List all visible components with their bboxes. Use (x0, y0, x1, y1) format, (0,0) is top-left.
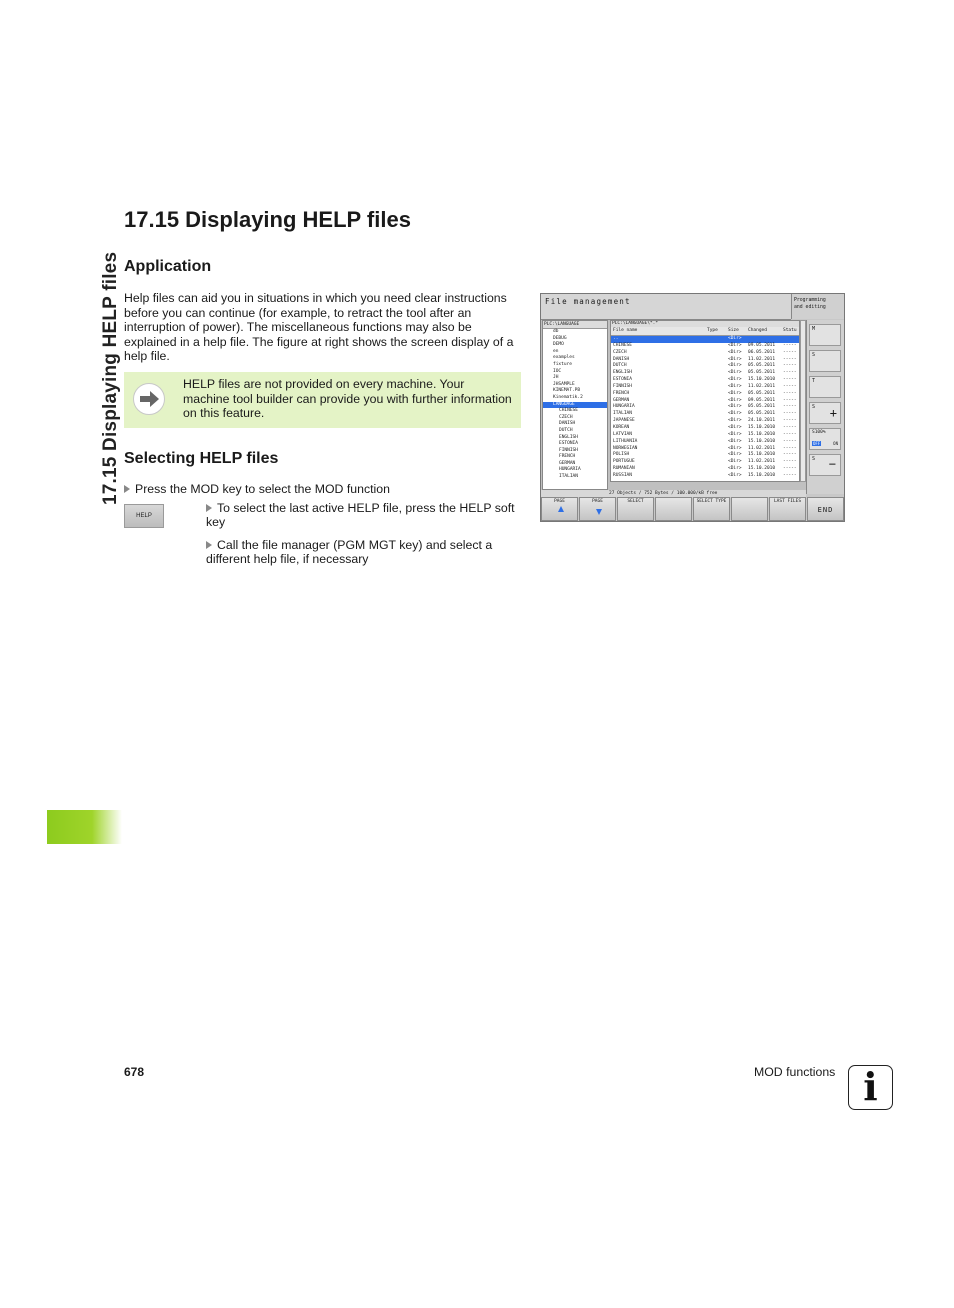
file-size: <Dir> (728, 383, 742, 389)
col-name[interactable]: File name (613, 328, 638, 333)
file-date: 15.10.2010 (748, 466, 776, 472)
tree-item[interactable] (543, 395, 607, 402)
col-type[interactable]: Type (707, 328, 718, 333)
file-status: ----- (783, 397, 797, 403)
file-size: <Dir> (728, 411, 742, 417)
file-row[interactable] (611, 418, 799, 425)
file-status: ----- (783, 363, 797, 369)
note-text: HELP files are not provided on every machine. Your machine tool builder can provide you with further information on this feature. (183, 377, 512, 420)
file-row[interactable] (611, 466, 799, 473)
tree-item[interactable] (543, 355, 607, 362)
file-status: ----- (783, 349, 797, 355)
tree-item-label: LANGUAGE (553, 401, 575, 407)
file-management-screen (540, 293, 845, 522)
file-date: 15.10.2010 (748, 438, 776, 444)
col-changed[interactable]: Changed (748, 328, 767, 333)
files-path: PLC:\LANGUAGE\*.* (611, 321, 799, 327)
plus-icon: + (829, 406, 837, 420)
file-name: PORTUGUE (613, 459, 635, 465)
file-size: <Dir> (728, 377, 742, 383)
file-status: ----- (783, 459, 797, 465)
info-icon: i (848, 1065, 893, 1110)
file-name: RUSSIAN (613, 472, 632, 478)
selecting-heading: Selecting HELP files (124, 450, 279, 467)
off-label: OFF (813, 441, 821, 446)
file-date: 11.02.2011 (748, 383, 776, 389)
file-size: <Dir> (728, 438, 742, 444)
file-size: <Dir> (728, 445, 742, 451)
tree-item[interactable] (543, 454, 607, 461)
page-number: 678 (124, 1065, 145, 1079)
file-date: 15.10.2010 (748, 452, 776, 458)
tree-item-label: HUNGARIA (559, 467, 581, 473)
step-1 (124, 482, 390, 496)
softkey-label: SELECT TYPE (696, 499, 727, 504)
file-row[interactable] (611, 343, 799, 350)
file-size: <Dir> (728, 336, 742, 341)
softkey-3[interactable] (655, 497, 692, 521)
tree-item-label: examples (553, 355, 575, 361)
screen-title: File management (545, 297, 631, 306)
tree-item-label: DUTCH (559, 427, 573, 433)
file-size: <Dir> (728, 424, 742, 430)
step-2 (206, 501, 521, 529)
tree-item[interactable] (543, 362, 607, 369)
tree-item[interactable] (543, 375, 607, 382)
file-list (610, 320, 800, 482)
tree-item-label: DEBUG (553, 335, 567, 341)
file-name: KOREAN (613, 424, 630, 430)
tree-item-label: IOC (553, 368, 562, 374)
file-size: <Dir> (728, 342, 742, 348)
tree-items (543, 329, 607, 481)
file-row[interactable] (611, 384, 799, 391)
t-label: T (812, 378, 816, 384)
file-size: <Dir> (728, 397, 742, 403)
screen-mode (791, 294, 844, 319)
file-status: ----- (783, 411, 797, 417)
tree-item-label: db (553, 329, 559, 334)
file-status: ----- (783, 472, 797, 478)
file-status: ----- (783, 424, 797, 430)
file-date: 11.02.2011 (748, 445, 776, 451)
file-name: FRENCH (613, 390, 630, 396)
file-name: ENGLISH (613, 370, 632, 376)
file-date: 09.05.2011 (748, 342, 776, 348)
file-name: .. (613, 336, 619, 341)
application-heading: Application (124, 258, 212, 275)
step-1-text: Press the MOD key to select the MOD function (135, 482, 390, 496)
step-3 (206, 538, 521, 566)
application-paragraph: Help files can aid you in situations in which you need clear instructions before you can continue (for example, to retract the tool after an interruption of power). The miscellaneous functions may also be explained in a help file. The figure at right shows the screen display of a help file. (124, 291, 514, 363)
tree-item[interactable] (543, 448, 607, 455)
file-name: JAPANESE (613, 418, 635, 424)
side-running-title (72, 220, 121, 510)
screen-header (541, 294, 791, 320)
tree-item-label: ESTONIA (559, 441, 578, 447)
tool-button[interactable] (809, 376, 841, 398)
softkey-0[interactable] (541, 497, 578, 521)
tree-item[interactable] (543, 329, 607, 336)
file-name: GERMAN (613, 397, 630, 403)
tree-item[interactable] (543, 342, 607, 349)
s-label: S (812, 352, 816, 358)
softkey-label: LAST FILES (773, 499, 802, 504)
file-date: 05.05.2011 (748, 411, 776, 417)
file-date: 15.10.2010 (748, 431, 776, 437)
page-title: 17.15 Displaying HELP files (124, 207, 411, 232)
file-name: LATVIAN (613, 431, 632, 437)
file-size: <Dir> (728, 349, 742, 355)
file-size: <Dir> (728, 390, 742, 396)
tree-item-label: DANISH (559, 421, 576, 427)
file-date: 05.05.2011 (748, 370, 776, 376)
file-size: <Dir> (728, 404, 742, 410)
softkey-label: PAGE (554, 499, 565, 504)
override-toggle[interactable] (809, 428, 841, 450)
softkey-label: PAGE (592, 499, 603, 504)
help-softkey-label: HELP (136, 513, 152, 519)
file-status: ----- (783, 383, 797, 389)
file-status: ----- (783, 342, 797, 348)
file-name: CHINESE (613, 342, 632, 348)
file-status: ----- (783, 370, 797, 376)
file-date: 09.05.2011 (748, 397, 776, 403)
file-date: 24.10.2011 (748, 418, 776, 424)
tree-item-label: en (553, 348, 559, 354)
s2-label: S (812, 404, 816, 410)
softkey-4[interactable] (693, 497, 730, 521)
softkey-1[interactable] (579, 497, 616, 521)
file-date: 05.05.2011 (748, 390, 776, 396)
file-size: <Dir> (728, 370, 742, 376)
file-name: DANISH (613, 356, 630, 362)
file-name: FINNISH (613, 383, 632, 389)
file-size: <Dir> (728, 466, 742, 472)
file-date: 11.02.2011 (748, 356, 776, 362)
file-name: ITALIAN (613, 411, 632, 417)
directory-tree (542, 320, 608, 490)
file-name: LITHUANIA (613, 438, 638, 444)
file-row[interactable] (611, 336, 799, 343)
bullet-triangle-icon (206, 541, 212, 549)
minus-icon: − (828, 457, 836, 471)
file-size: <Dir> (728, 452, 742, 458)
file-row[interactable] (611, 425, 799, 432)
override-label: S100% (812, 430, 826, 435)
softkey-bar (541, 497, 844, 521)
file-rows (611, 336, 799, 480)
file-status: ----- (783, 452, 797, 458)
tree-item[interactable] (543, 415, 607, 422)
file-size: <Dir> (728, 418, 742, 424)
tree-item-label: ENGLISH (559, 434, 578, 440)
feed-plus-button[interactable] (809, 402, 841, 424)
softkey-5[interactable] (731, 497, 768, 521)
file-date: 05.05.2011 (748, 363, 776, 369)
tree-item-label: ITALIAN (559, 474, 578, 480)
arrow-down-icon (596, 509, 602, 515)
tree-item[interactable] (543, 474, 607, 481)
tree-item-label: FRENCH (559, 454, 576, 460)
file-status: ----- (783, 390, 797, 396)
file-date: 15.10.2010 (748, 424, 776, 430)
file-row[interactable] (611, 350, 799, 357)
m-function-button[interactable] (809, 324, 841, 346)
tree-item-label: FINNISH (559, 447, 578, 453)
file-status: ----- (783, 404, 797, 410)
tree-item[interactable] (543, 408, 607, 415)
mode-line-1: Programming (794, 298, 826, 303)
mode-line-2: and editing (794, 305, 826, 310)
file-size: <Dir> (728, 459, 742, 465)
tree-item-label: GERMAN (559, 460, 576, 466)
side-title-text: 17.15 Displaying HELP files (100, 251, 121, 505)
file-row[interactable] (611, 439, 799, 446)
tree-item[interactable] (543, 428, 607, 435)
file-name: HUNGARIA (613, 404, 635, 410)
file-name: ESTONIA (613, 377, 632, 383)
file-name: POLISH (613, 452, 630, 458)
file-status: ----- (783, 356, 797, 362)
tree-item[interactable] (543, 388, 607, 395)
screen-status: 27 Objects / 752 Bytes / 100.000/kB free (541, 490, 806, 497)
feed-minus-button[interactable] (809, 454, 841, 476)
file-date: 06.05.2011 (748, 349, 776, 355)
softkey-label: END (817, 506, 834, 514)
file-name: DUTCH (613, 363, 627, 369)
chapter-tab (47, 810, 122, 844)
tree-item[interactable] (543, 421, 607, 428)
screen-main (541, 320, 806, 494)
step-2-text: To select the last active HELP file, press the HELP soft key (206, 501, 515, 529)
file-status: ----- (783, 438, 797, 444)
softkey-7[interactable] (807, 497, 844, 521)
file-date: 15.10.2010 (748, 472, 776, 478)
file-date: 05.05.2011 (748, 404, 776, 410)
machine-status-panel (806, 320, 844, 494)
tree-item-label: DEMO (553, 342, 564, 348)
tree-item-label: JH (553, 375, 559, 381)
file-row[interactable] (611, 377, 799, 384)
tree-item-label: fixture (553, 361, 572, 367)
tree-item-label: KINEMAT.PB (553, 388, 581, 394)
arrow-right-icon (133, 383, 165, 415)
m-label: M (812, 326, 816, 332)
file-row[interactable] (611, 391, 799, 398)
tree-item[interactable] (543, 441, 607, 448)
tree-item-label: CHINESE (559, 408, 578, 414)
file-date: 15.10.2010 (748, 377, 776, 383)
s3-label: S (812, 456, 816, 462)
on-label: ON (833, 441, 838, 446)
tree-item-label: JHSAMPLE (553, 381, 575, 387)
file-size: <Dir> (728, 363, 742, 369)
file-name: CZECH (613, 349, 627, 355)
softkey-label: SELECT (627, 499, 644, 504)
footer-section-name: MOD functions (754, 1065, 836, 1079)
col-status[interactable]: Statu (783, 328, 797, 333)
step-3-text: Call the file manager (PGM MGT key) and select a different help file, if necessary (206, 538, 493, 566)
file-date: 11.02.2011 (748, 459, 776, 465)
spindle-button[interactable] (809, 350, 841, 372)
file-status: ----- (783, 418, 797, 424)
tree-item-label: CZECH (559, 414, 573, 420)
file-size: <Dir> (728, 431, 742, 437)
softkey-6[interactable] (769, 497, 806, 521)
file-name: RUMANIAN (613, 466, 635, 472)
file-row[interactable] (611, 459, 799, 466)
file-row[interactable] (611, 473, 799, 480)
file-name: NORWEGIAN (613, 445, 638, 451)
file-list-header (611, 327, 799, 336)
file-status: ----- (783, 466, 797, 472)
softkey-2[interactable] (617, 497, 654, 521)
note-box (124, 372, 521, 428)
file-status: ----- (783, 377, 797, 383)
file-status: ----- (783, 445, 797, 451)
file-status: ----- (783, 431, 797, 437)
col-size[interactable]: Size (728, 328, 739, 333)
file-row[interactable] (611, 432, 799, 439)
arrow-up-icon (558, 506, 564, 512)
bullet-triangle-icon (124, 485, 130, 493)
bullet-triangle-icon (206, 504, 212, 512)
tree-item-label: Kinematik.2 (553, 394, 583, 400)
file-size: <Dir> (728, 472, 742, 478)
file-size: <Dir> (728, 356, 742, 362)
help-softkey-button[interactable] (124, 504, 164, 528)
tree-path: PLC:\LANGUAGE (543, 321, 607, 329)
